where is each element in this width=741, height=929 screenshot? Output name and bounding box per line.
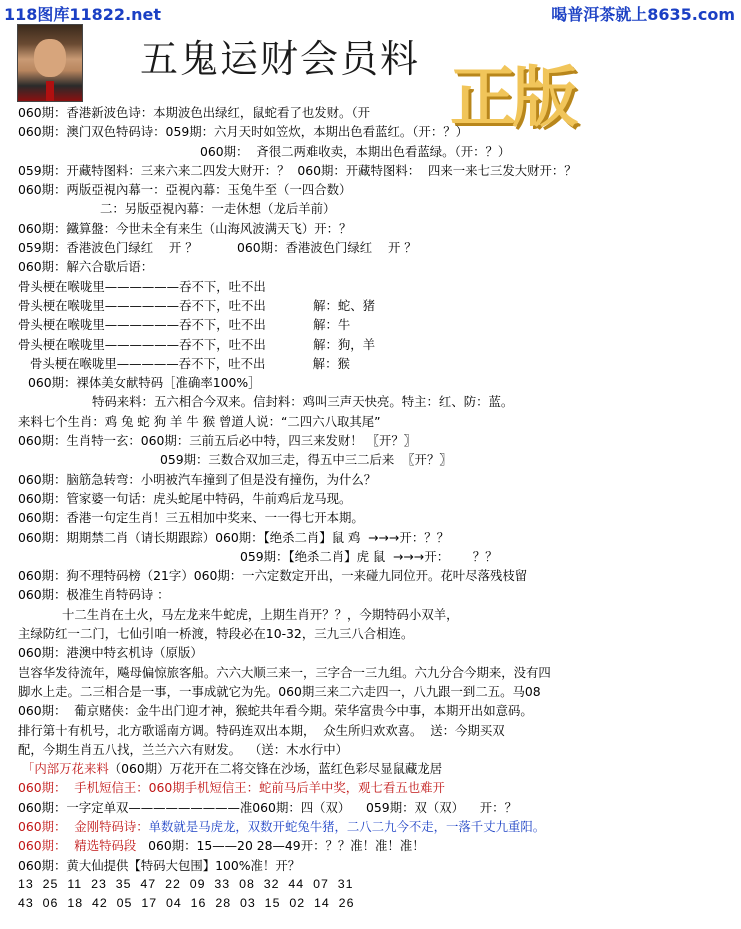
line-text: 配，今期生肖五八找，兰兰六六有财发。 （送：木水行中）	[18, 741, 349, 757]
line-text: 二：另版亞視內幕：一走休想（龙后羊前）	[100, 201, 336, 217]
content-line	[0, 566, 741, 585]
line-text: 060期： 斉很二两难收卖，本期出色看蓝绿。（开：？）	[200, 143, 511, 159]
content-line	[0, 470, 741, 489]
line-text: 060期：黄大仙提供【特码大包围】100%准！开？	[18, 857, 301, 873]
line-text: 060期： 葡京赌侠：金牛出门迎才神，猴蛇共年看今期。荣华富贵今中事，本期开出如意码。	[18, 703, 533, 719]
site-banner-right[interactable]: 喝普洱茶就上8635.com	[551, 5, 735, 24]
line-text: 060期：香港一句定生肖！三五相加中奖来、一一得七开本期。	[18, 510, 364, 526]
content-line	[0, 315, 741, 334]
line-text: 060期： 金刚特码诗：	[18, 818, 149, 834]
content-line	[0, 721, 741, 740]
line-text: 060期：鐵算盤：今世未全有来生（山海风波满天飞）开：？	[18, 220, 352, 236]
content-line	[0, 894, 741, 913]
line-text: 13 25 11 23 35 47 22 09 33 08 32 44 07 31	[18, 876, 354, 891]
content-line	[0, 450, 741, 469]
content-line	[0, 605, 741, 624]
line-text: 十二生肖在土火，马左龙来牛蛇虎，上期生肖开？？，今期特码小双羊，	[62, 606, 459, 622]
line-text: 「内部万花来料	[22, 761, 109, 777]
line-text: 060期：脑筋急转弯：小明被汽车撞到了但是没有撞伤，为什么？	[18, 471, 377, 487]
content-line	[0, 528, 741, 547]
content-line	[0, 875, 741, 894]
line-text: 060期：极准生肖特码诗 ：	[18, 587, 170, 603]
line-text: 骨头梗在喉咙里——————吞不下，吐不出	[18, 278, 266, 294]
content-line	[0, 682, 741, 701]
line-text: 骨头梗在喉咙里—————吞不下，吐不出 解：猴	[30, 355, 350, 371]
line-text: 来料七个生肖：鸡 兔 蛇 狗 羊 牛 猴 曾道人说：“二四六八取其尾”	[18, 413, 381, 429]
line-text: 060期：澳门双色特码诗：059期：六月天时如笠炊，本期出色看蓝红。（开：？）	[18, 124, 468, 140]
content-line	[0, 663, 741, 682]
line-text: 059期：开藏特图料：三来六来二四发大财开：？ 060期：开藏特图料： 四来一来七三发大财开：？	[18, 162, 577, 178]
content-line	[0, 142, 741, 161]
line-text: 060期：生肖特一玄：060期：三前五后必中特，四三来发财！ 〖开？〗	[18, 433, 417, 449]
line-text: 060期：两版亞視內幕一：亞視內幕：玉兔牛至（一四合数）	[18, 182, 352, 198]
content-line	[0, 740, 741, 759]
portrait-face	[34, 39, 66, 77]
line-text: 059期：【绝杀二肖】虎 鼠 →→→开： ？？	[240, 548, 498, 564]
content-line	[0, 778, 741, 797]
line-text: 43 06 18 42 05 17 04 16 28 03 15 02 14 26	[18, 896, 355, 911]
line-text: 骨头梗在喉咙里——————吞不下，吐不出 解：牛	[18, 317, 351, 333]
content-line	[0, 547, 741, 566]
content-line	[0, 277, 741, 296]
line-text: 060期：解六合歇后语：	[18, 259, 154, 275]
content-line	[0, 257, 741, 276]
content-line	[0, 489, 741, 508]
line-text: 060期：15——20 28—49开：？？准！准！准！	[136, 838, 425, 854]
portrait-tie	[46, 81, 54, 101]
content-line	[0, 122, 741, 141]
line-text: 特码来料：五六相合今双来。信封料：鸡叫三声天快亮。特主：红、防：蓝。	[92, 394, 514, 410]
content-line	[0, 431, 741, 450]
line-text: 脚水上走。二三相合是一事，一事成就它为先。060期三来二六走四一，八九跟一到二五。马08	[18, 683, 541, 699]
content-line	[0, 508, 741, 527]
content-line	[0, 296, 741, 315]
line-text: 060期：一字定单双—————————准060期：四（双） 059期：双（双） 开：？	[18, 799, 517, 815]
line-text: 060期：管家婆一句话：虎头蛇尾中特码，牛前鸡后龙马现。	[18, 490, 352, 506]
line-text: 059期：三数合双加三走，得五中三二后来 〖开？〗	[160, 452, 452, 468]
site-banner-left[interactable]: 118图库11822.net	[4, 5, 162, 24]
content-line	[0, 199, 741, 218]
line-text: 骨头梗在喉咙里——————吞不下，吐不出 解：蛇、猪	[18, 297, 376, 313]
line-text: 060期： 精选特码段	[18, 838, 137, 854]
content-line	[0, 103, 741, 122]
content-line	[0, 238, 741, 257]
content-line	[0, 759, 741, 778]
line-text: 主绿防红一二门，七仙引咱一桥渡，特段必在10-32，三九三八合相连。	[18, 626, 414, 642]
content-line	[0, 392, 741, 411]
content-line	[0, 161, 741, 180]
line-text: 单数就是马虎龙，双数开蛇兔牛猪，二八二九今不走，一落千丈九重阳。	[148, 818, 546, 834]
line-text: 060期： 手机短信王：060期手机短信王：蛇前马后羊中奖，观七看五也难开	[18, 780, 445, 796]
content-line	[0, 643, 741, 662]
content-line	[0, 836, 741, 855]
portrait-photo	[17, 24, 83, 102]
genuine-edition-stamp: 正版	[450, 59, 574, 136]
content-line	[0, 624, 741, 643]
line-text: 060期：狗不理特码榜（21字）060期：一六定数定开出，一来碰九同位开。花叶尽落残枝留	[18, 568, 528, 584]
content-line	[0, 798, 741, 817]
line-text: 岂容华发待流年，飚母偏惊旅客船。六六大顺三来一，三字合一三九组。六九分合今期来，没有四	[18, 664, 551, 680]
line-text: 排行第十有机号，北方歌谣南方调。特码连双出本期， 众生所归欢欢喜。 送：今期买双	[18, 722, 505, 738]
line-text: 060期：期期禁二肖（请长期跟踪）060期：【绝杀二肖】鼠 鸡 →→→开：？？	[18, 529, 449, 545]
line-text: 060期：香港新波色诗：本期波色出绿红，鼠蛇看了也发财。（开	[18, 105, 370, 120]
line-text: 059期：香港波色门绿红 开 ？ 060期：香港波色门绿红 开 ？	[18, 240, 417, 256]
content-line	[0, 856, 741, 875]
content-line	[0, 354, 741, 373]
content-line	[0, 373, 741, 392]
content-line	[0, 335, 741, 354]
content-line	[0, 412, 741, 431]
line-text: 骨头梗在喉咙里——————吞不下，吐不出 解：狗，羊	[18, 336, 376, 352]
content-lines	[0, 103, 741, 913]
content-line	[0, 219, 741, 238]
content-line	[0, 180, 741, 199]
content-line	[0, 701, 741, 720]
content-line	[0, 817, 741, 836]
line-text: （060期）万花开在二将交锋在沙场，蓝红色彩尽显鼠藏龙居	[108, 761, 443, 777]
line-text: 060期：裸体美女献特码［准确率100%］	[28, 375, 261, 391]
line-text: 060期：港澳中特玄机诗（原版）	[18, 645, 203, 661]
content-line	[0, 585, 741, 604]
page-title: 五鬼运财会员料	[140, 37, 421, 81]
